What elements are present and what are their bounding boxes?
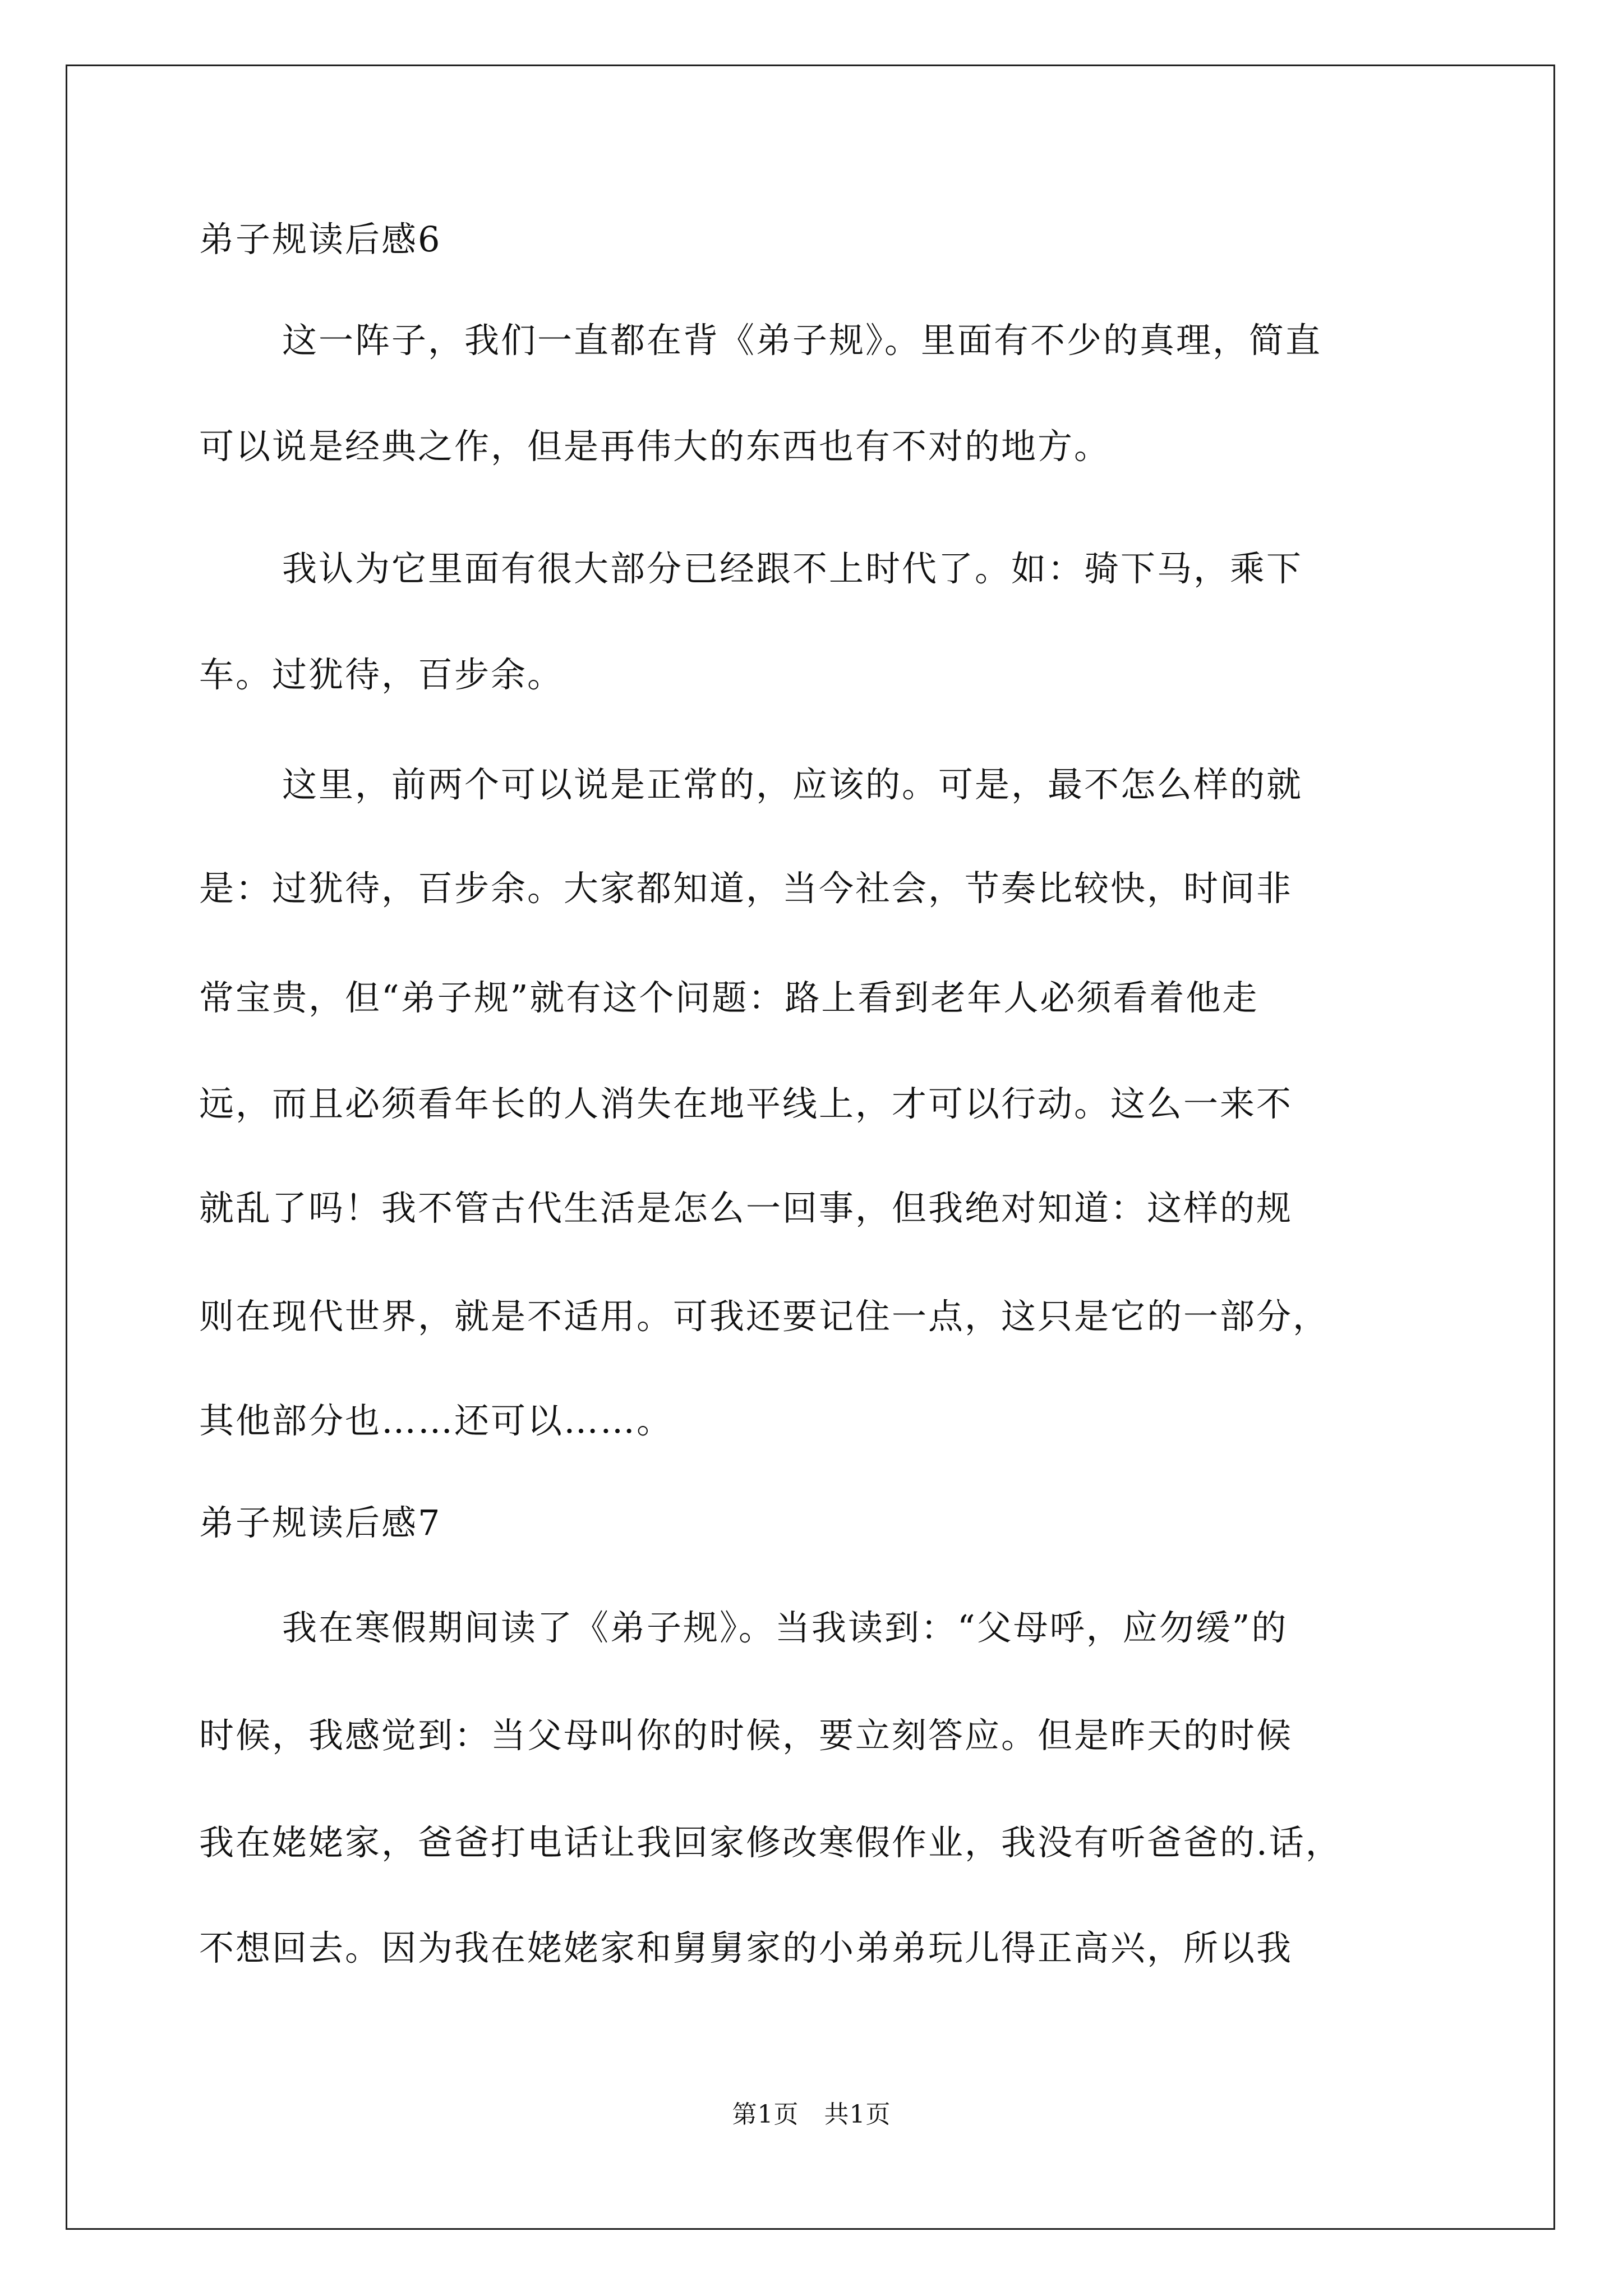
paragraph-line: 其他部分也……还可以……。 [199, 1400, 674, 1441]
page-border [66, 65, 1555, 2230]
paragraph-line: 我在姥姥家，爸爸打电话让我回家修改寒假作业，我没有听爸爸的.话， [199, 1822, 1342, 1863]
paragraph-line: 是：过犹待，百步余。大家都知道，当今社会，节奏比较快，时间非 [199, 868, 1293, 909]
paragraph-line: 常宝贵，但“弟子规”就有这个问题：路上看到老年人必须看着他走 [199, 977, 1259, 1018]
paragraph-line: 则在现代世界，就是不适用。可我还要记住一点，这只是它的一部分， [199, 1296, 1330, 1337]
paragraph-line: 这一阵子，我们一直都在背《弟子规》。里面有不少的真理，简直 [282, 320, 1322, 361]
paragraph-line: 我在寒假期间读了《弟子规》。当我读到：“父母呼，应勿缓”的 [282, 1607, 1288, 1648]
paragraph-line: 远，而且必须看年长的人消失在地平线上，才可以行动。这么一来不 [199, 1083, 1293, 1124]
paragraph-line: 我认为它里面有很大部分已经跟不上时代了。如：骑下马，乘下 [282, 548, 1303, 589]
section-heading: 弟子规读后感7 [199, 1502, 442, 1543]
paragraph-line: 可以说是经典之作，但是再伟大的东西也有不对的地方。 [199, 426, 1111, 467]
paragraph-line: 就乱了吗！我不管古代生活是怎么一回事，但我绝对知道：这样的规 [199, 1188, 1293, 1228]
paragraph-line: 时候，我感觉到：当父母叫你的时候，要立刻答应。但是昨天的时候 [199, 1715, 1293, 1756]
page-number-footer: 第1页 共1页 [732, 2100, 891, 2129]
paragraph-line: 这里，前两个可以说是正常的，应该的。可是，最不怎么样的就 [282, 764, 1303, 805]
paragraph-line: 车。过犹待，百步余。 [199, 654, 564, 695]
paragraph-line: 不想回去。因为我在姥姥家和舅舅家的小弟弟玩儿得正高兴，所以我 [199, 1927, 1293, 1968]
section-heading: 弟子规读后感6 [199, 219, 442, 260]
